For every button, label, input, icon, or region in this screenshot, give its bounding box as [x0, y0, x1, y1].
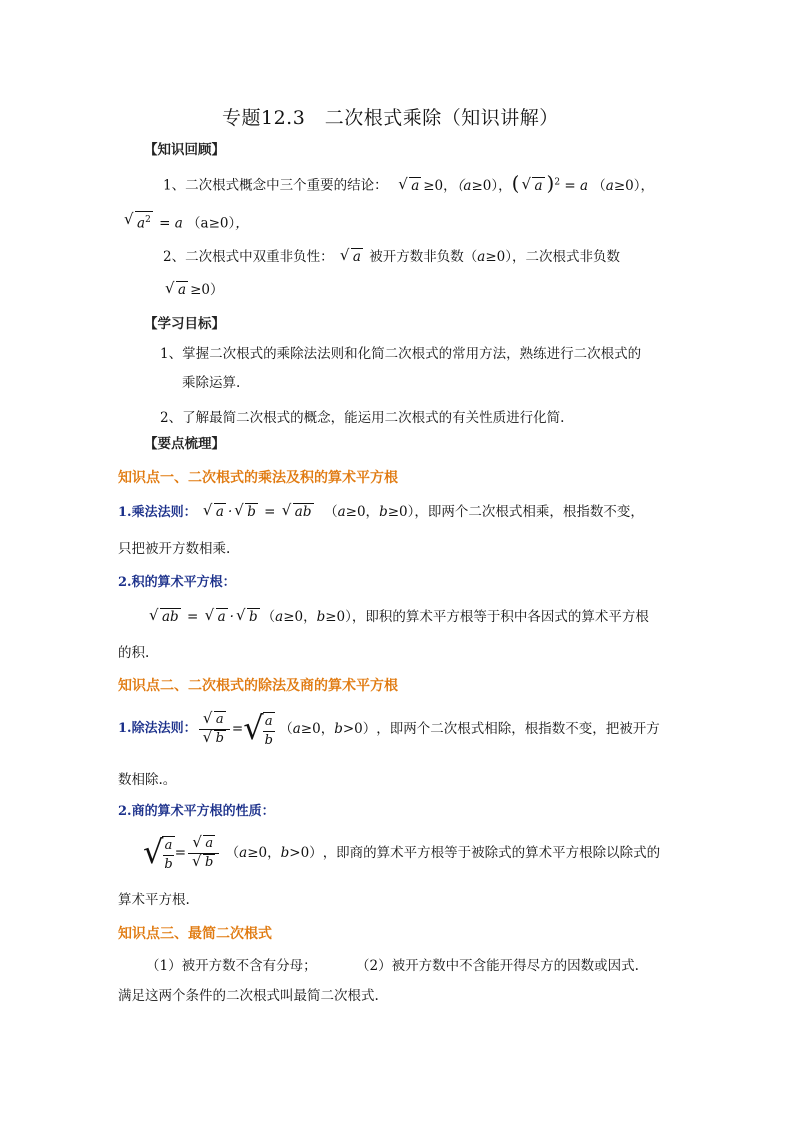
page-title: 专题12.3 二次根式乘除（知识讲解）: [222, 107, 559, 129]
formula-sqrt-a: √ a: [340, 247, 363, 267]
kp2-sub-text: ，即商的算术平方根等于被除式的算术平方根除以除式的: [322, 845, 661, 861]
formula-quotient: √ a √ b = √ $\frac{a}{b}$ （ a ≥0， b >0）: [197, 708, 377, 750]
kp2-sub-label: 2.商的算术平方根的性质：: [118, 804, 275, 819]
kp3-heading: 知识点三、最简二次根式: [118, 926, 272, 942]
review-item-2: 2、二次根式中双重非负性： √ a 被开方数非负数（a≥0），二次根式非负数: [163, 247, 620, 267]
kp1-rule: [118, 502, 644, 523]
kp2-rule-cont: 数相除.。: [118, 772, 177, 788]
kp1-sub-text: ，即积的算术平方根等于积中各因式的算术平方根: [351, 609, 649, 625]
kp3-cond-1: （1）被开方数不含有分母；: [146, 958, 317, 974]
section-review-heading: 【知识回顾】: [144, 142, 225, 158]
kp3-summary: 满足这两个条件的二次根式叫最简二次根式.: [118, 988, 379, 1004]
review-item-1-text: 1、二次根式概念中三个重要的结论：: [163, 177, 388, 194]
kp1-rule-text: ，即两个二次根式相乘，根指数不变，: [414, 504, 644, 520]
review-item-2-tail: ），二次根式非负数: [505, 249, 620, 265]
review-item-2-mid: 被开方数非负数（: [369, 249, 478, 265]
formula-sqrt-a-ge0: √ a ≥0，（a≥0），(√ a )$^2$ = a （a≥0），: [392, 178, 654, 194]
kp2-rule-text: ，即两个二次根式相除，根指数不变，把被开方: [376, 721, 660, 737]
kp1-heading: 知识点一、二次根式的乘法及积的算术平方根: [118, 470, 398, 486]
review-item-2-cont: √ a ≥0）: [163, 280, 223, 300]
kp2-sub-cont: 算术平方根.: [118, 892, 190, 908]
kp2-heading: 知识点二、二次根式的除法及商的算术平方根: [118, 678, 398, 694]
kp2-rule-label: 1.除法法则：: [118, 721, 197, 736]
formula-product-reverse: √ ab = √ a ·√ b （a≥0，b≥0）: [147, 609, 352, 625]
goal-item-1-line2: 乘除运算.: [182, 375, 241, 391]
section-points-heading: 【要点梳理】: [144, 436, 225, 452]
kp2-rule: [118, 708, 660, 750]
kp1-sub-label: 2.积的算术平方根：: [118, 575, 236, 590]
formula-sqrt-a-squared: √ $a^2 = a$ （a≥0），: [122, 211, 249, 234]
kp3-cond-2: （2）被开方数中不含能开得尽方的因数或因式.: [356, 958, 639, 974]
kp1-rule-label: 1.乘法法则：: [118, 505, 197, 520]
formula-product: √ a ·√ b = √ ab （a≥0，b≥0）: [201, 504, 415, 520]
kp1-sub-cont: 的积.: [118, 645, 150, 661]
kp1-sub: [147, 607, 649, 627]
ge0-text: ≥0: [190, 282, 210, 298]
goal-item-1-line1: 1、掌握二次根式的乘除法法则和化简二次根式的常用方法，熟练进行二次根式的: [160, 346, 642, 362]
review-item-1: [163, 172, 654, 196]
section-goals-heading: 【学习目标】: [144, 316, 225, 332]
formula-quotient-reverse: √ $\frac{a}{b}$ = √ a √ b （ a ≥0， b >0）: [143, 832, 323, 874]
review-item-2-text: 2、二次根式中双重非负性：: [163, 249, 334, 265]
kp1-rule-cont: 只把被开方数相乘.: [118, 541, 231, 557]
goal-item-2: 2、了解最简二次根式的概念，能运用二次根式的有关性质进行化简.: [160, 410, 565, 426]
kp2-sub: [143, 832, 660, 874]
